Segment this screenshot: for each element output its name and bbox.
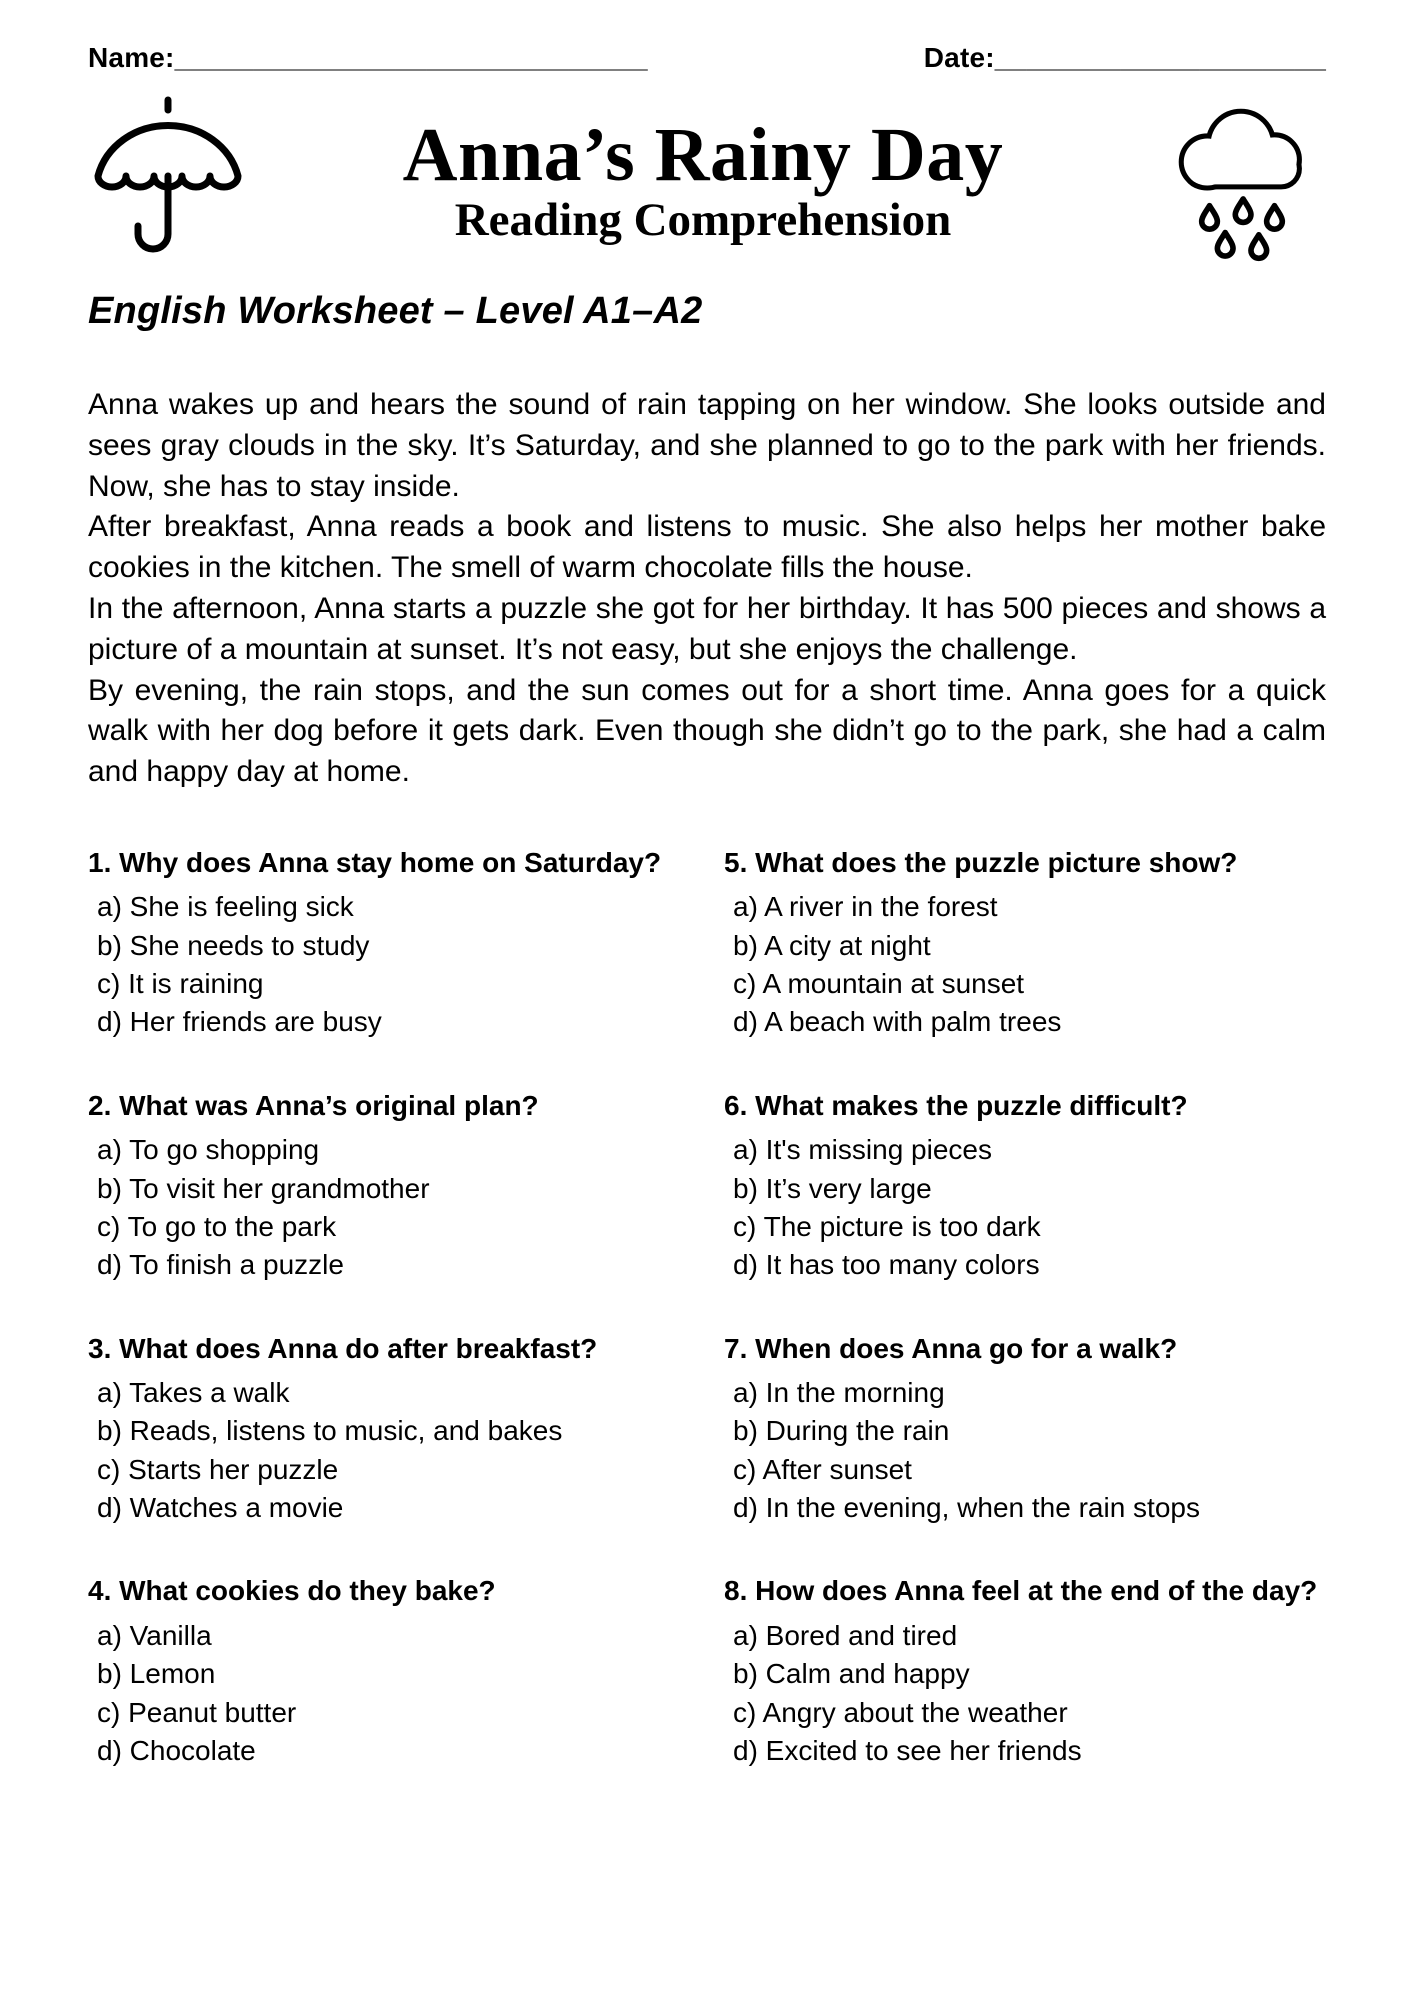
name-date-row — [88, 42, 1326, 74]
question-option: d) In the evening, when the rain stops — [733, 1492, 1200, 1524]
question-option: b) Reads, listens to music, and bakes — [97, 1415, 563, 1447]
level-heading: English Worksheet – Level A1–A2 — [88, 290, 703, 332]
passage-paragraph: After breakfast, Anna reads a book and listens to music. She also helps her mother bake cookies in the kitchen. The smell of warm chocolate fills the house. — [88, 510, 1326, 585]
passage-paragraph: Anna wakes up and hears the sound of rain tapping on her window. She looks outside and sees gray clouds in the sky. It’s Saturday, and she planned to go to the park with her friends. Now, she has to stay inside. — [88, 388, 1326, 503]
question-option: a) Bored and tired — [733, 1619, 958, 1651]
page-title: Anna’s Rainy Day — [402, 112, 1004, 197]
question-option: b) During the rain — [733, 1415, 950, 1447]
question-option: b) A city at night — [733, 929, 931, 961]
question-option: c) To go to the park — [97, 1210, 337, 1242]
reading-passage — [88, 385, 1326, 793]
question-option: a) In the morning — [733, 1377, 945, 1409]
question-option: d) To finish a puzzle — [97, 1249, 344, 1281]
question-option: c) Angry about the weather — [733, 1696, 1068, 1728]
question-option: d) Her friends are busy — [97, 1006, 382, 1038]
question-block-4 — [88, 1573, 690, 1770]
question-title: 1. Why does Anna stay home on Saturday? — [88, 846, 662, 878]
question-option: d) A beach with palm trees — [733, 1006, 1062, 1038]
question-block-2 — [88, 1088, 690, 1285]
passage-paragraph: In the afternoon, Anna starts a puzzle she got for her birthday. It has 500 pieces and shows a picture of a mountain at sunset. It’s not easy, but she enjoys the challenge. — [88, 591, 1326, 666]
question-title: 3. What does Anna do after breakfast? — [88, 1332, 598, 1364]
questions-section — [88, 845, 1326, 1770]
passage-paragraph: By evening, the rain stops, and the sun comes out for a short time. Anna goes for a quick walk with her dog before it gets dark. Even though she didn’t go to the park, she had a calm and happy day at home. — [88, 673, 1326, 789]
question-option: c) Starts her puzzle — [97, 1453, 339, 1485]
umbrella-icon — [88, 92, 248, 270]
question-option: c) After sunset — [733, 1453, 912, 1485]
title-block — [248, 112, 1158, 247]
date-field: Date:_____________________ — [923, 42, 1326, 73]
header — [88, 92, 1326, 270]
question-option: d) Chocolate — [97, 1734, 256, 1766]
question-option: a) It's missing pieces — [733, 1134, 992, 1166]
question-option: a) She is feeling sick — [97, 891, 354, 923]
question-block-8 — [724, 1573, 1326, 1770]
question-option: b) Calm and happy — [733, 1658, 970, 1690]
question-block-6 — [724, 1088, 1326, 1285]
question-option: c) A mountain at sunset — [733, 968, 1025, 1000]
question-option: d) Watches a movie — [97, 1492, 344, 1524]
question-option: b) Lemon — [97, 1658, 216, 1690]
question-option: a) Vanilla — [97, 1619, 212, 1651]
question-option: b) She needs to study — [97, 929, 370, 961]
question-option: a) Takes a walk — [97, 1377, 290, 1409]
question-block-5 — [724, 845, 1326, 1042]
question-title: 5. What does the puzzle picture show? — [724, 846, 1238, 878]
question-block-7 — [724, 1331, 1326, 1528]
question-title: 8. How does Anna feel at the end of the day? — [724, 1575, 1318, 1607]
question-option: c) Peanut butter — [97, 1696, 297, 1728]
question-option: d) Excited to see her friends — [733, 1734, 1082, 1766]
question-option: c) The picture is too dark — [733, 1210, 1041, 1242]
question-block-3 — [88, 1331, 690, 1528]
name-field: Name:______________________________ — [88, 42, 648, 73]
question-title: 2. What was Anna’s original plan? — [88, 1089, 539, 1121]
question-title: 7. When does Anna go for a walk? — [724, 1332, 1178, 1364]
question-option: c) It is raining — [97, 968, 264, 1000]
question-block-1 — [88, 845, 690, 1042]
question-option: a) A river in the forest — [733, 891, 998, 923]
question-option: b) It’s very large — [733, 1172, 932, 1204]
question-option: a) To go shopping — [97, 1134, 320, 1166]
rain-cloud-icon — [1158, 97, 1326, 265]
question-title: 4. What cookies do they bake? — [88, 1575, 496, 1607]
question-option: b) To visit her grandmother — [97, 1172, 430, 1204]
page-subtitle: Reading Comprehension — [454, 194, 952, 247]
question-title: 6. What makes the puzzle difficult? — [724, 1089, 1188, 1121]
question-option: d) It has too many colors — [733, 1249, 1040, 1281]
